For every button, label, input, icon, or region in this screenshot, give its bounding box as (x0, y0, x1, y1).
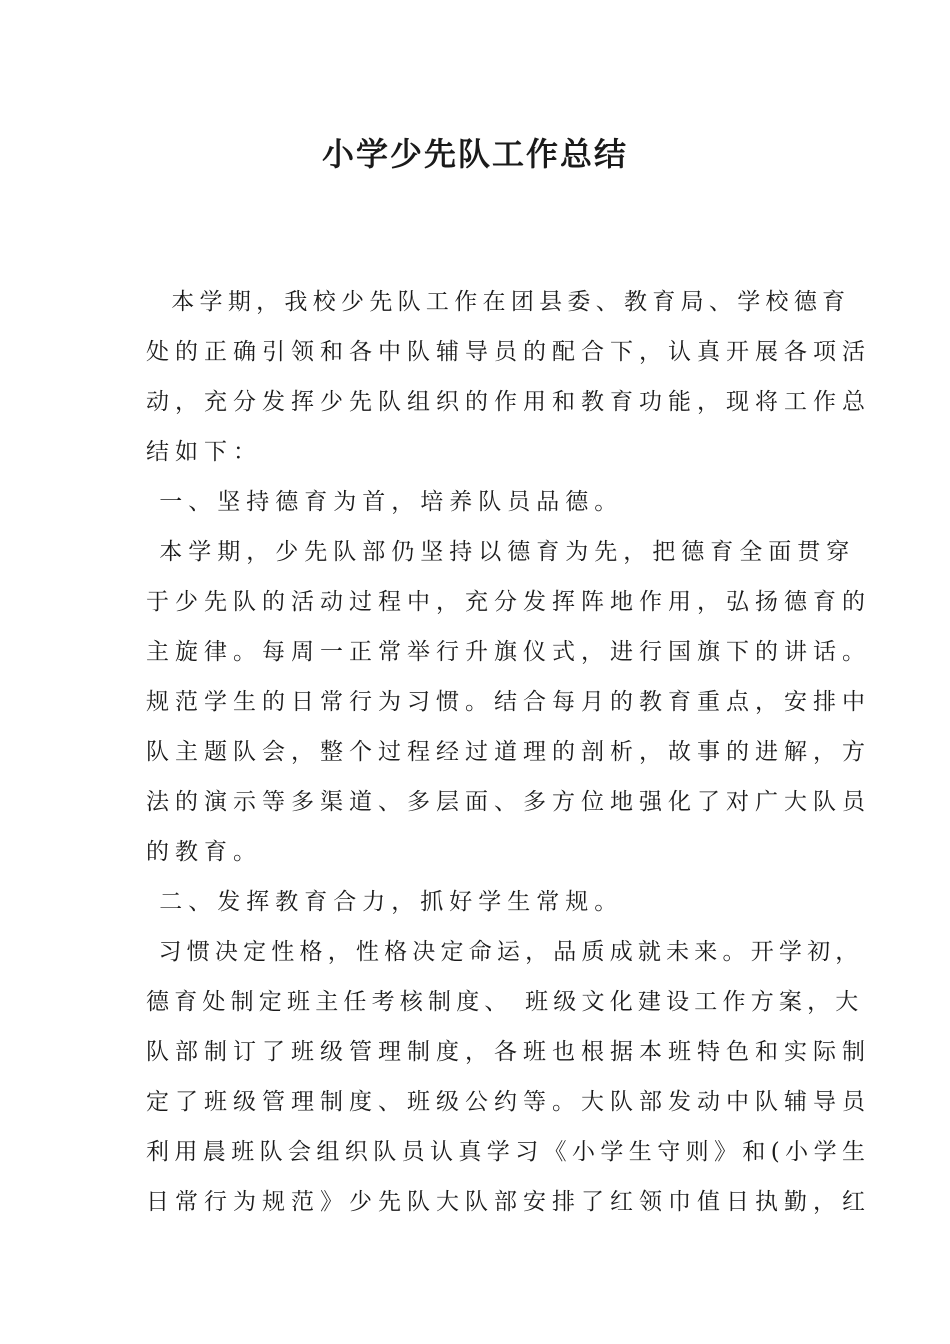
body-line: 处的正确引领和各中队辅导员的配合下，认真开展各项活 (146, 339, 871, 365)
section-heading: 一、坚持德育为首，培养队员品德。 (146, 489, 624, 515)
body-line: 本学期，少先队部仍坚持以德育为先，把德育全面贯穿 (146, 539, 856, 565)
body-line: 规范学生的日常行为习惯。结合每月的教育重点，安排中 (146, 689, 871, 715)
section-heading: 二、发挥教育合力，抓好学生常规。 (146, 889, 624, 915)
body-line: 队部制订了班级管理制度，各班也根据本班特色和实际制 (146, 1039, 871, 1065)
body-line: 利用晨班队会组织队员认真学习《小学生守则》和(小学生 (146, 1139, 871, 1165)
body-line: 主旋律。每周一正常举行升旗仪式，进行国旗下的讲话。 (146, 639, 871, 665)
body-line: 法的演示等多渠道、多层面、多方位地强化了对广大队员 (146, 789, 871, 815)
body-line: 本学期，我校少先队工作在团县委、教育局、学校德育 (146, 289, 851, 315)
body-line: 的教育。 (146, 839, 262, 865)
body-line: 德育处制定班主任考核制度、 班级文化建设工作方案，大 (146, 989, 864, 1015)
body-line: 动，充分发挥少先队组织的作用和教育功能，现将工作总 (146, 389, 871, 415)
body-line: 日常行为规范》少先队大队部安排了红领巾值日执勤，红 (146, 1189, 871, 1215)
page-title: 小学少先队工作总结 (321, 135, 628, 173)
body-line: 习惯决定性格，性格决定命运，品质成就未来。开学初， (146, 939, 864, 965)
body-line: 队主题队会，整个过程经过道理的剖析，故事的进解，方 (146, 739, 871, 765)
body-line: 结如下： (146, 439, 262, 465)
body-line: 于少先队的活动过程中，充分发挥阵地作用，弘扬德育的 (146, 589, 871, 615)
body-line: 定了班级管理制度、班级公约等。大队部发动中队辅导员 (146, 1089, 871, 1115)
